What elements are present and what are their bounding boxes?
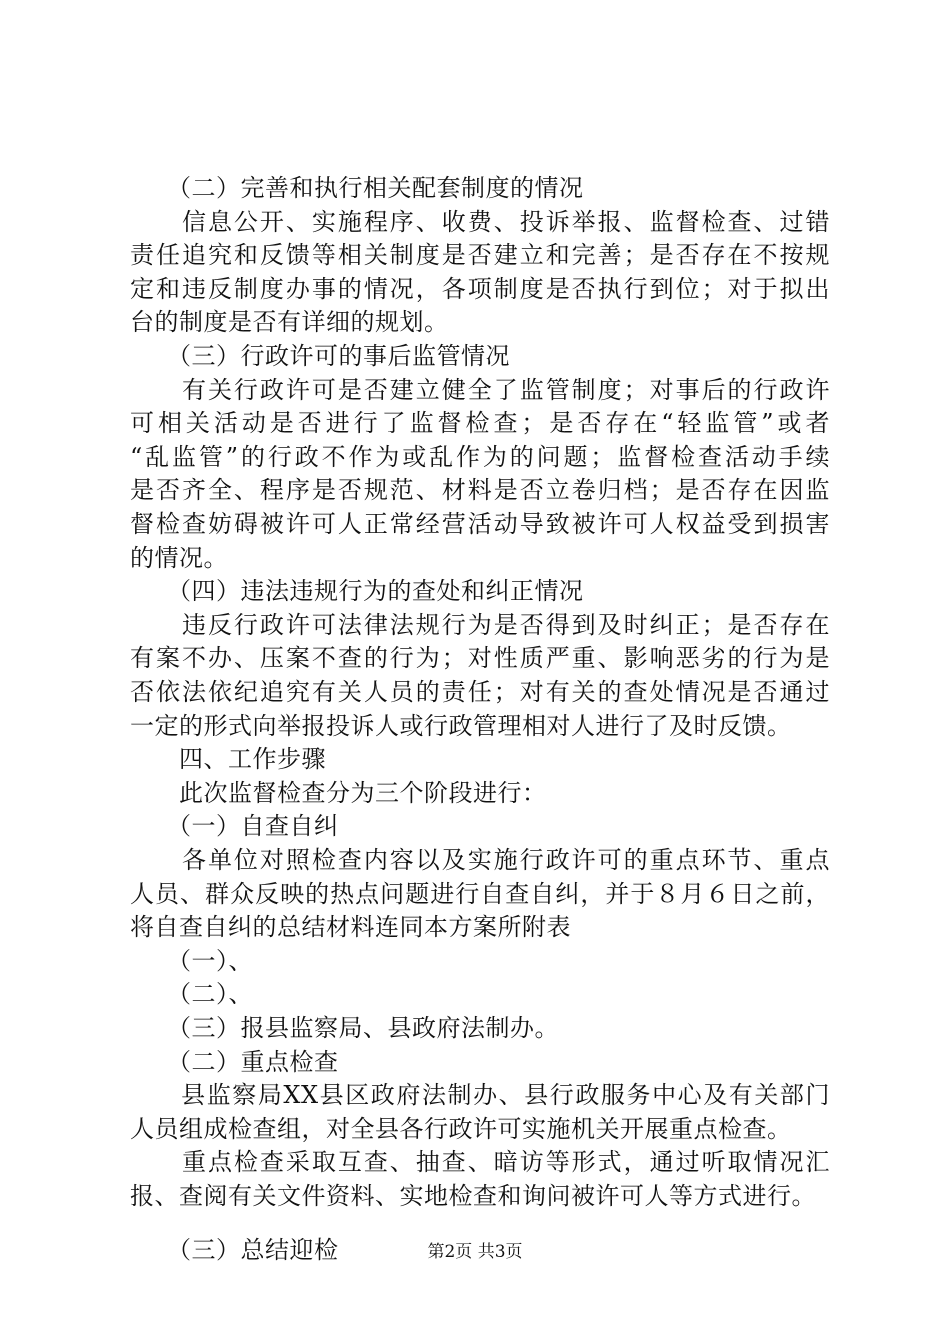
- paragraph-line: 此次监督检查分为三个阶段进行：: [130, 778, 547, 807]
- section-heading: 四、工作步骤: [130, 745, 326, 774]
- paragraph-line: 信息公开、实施程序、收费、投诉举报、监督检查、过错: [130, 207, 830, 236]
- section-heading: （三）行政许可的事后监管情况: [130, 342, 510, 370]
- paragraph-line: 各单位对照检查内容以及实施行政许可的重点环节、重点: [130, 846, 830, 874]
- paragraph-line: 有关行政许可是否建立健全了监管制度；对事后的行政许: [130, 375, 830, 404]
- paragraph-line: 是否齐全、程序是否规范、材料是否立卷归档；是否存在因监: [130, 476, 830, 505]
- paragraph-line: 县监察局XX县区政府法制办、县行政服务中心及有关部门: [130, 1081, 830, 1110]
- section-heading: （二）完善和执行相关配套制度的情况: [130, 174, 584, 202]
- section-heading: （一）自查自纠: [130, 812, 339, 841]
- list-item: （三）报县监察局、县政府法制办。: [130, 1014, 559, 1042]
- list-item: （一）、: [130, 946, 253, 975]
- paragraph-line: 定和违反制度办事的情况，各项制度是否执行到位；对于拟出: [130, 274, 830, 303]
- paragraph-line: 责任追究和反馈等相关制度是否建立和完善；是否存在不按规: [130, 241, 830, 270]
- paragraph-line: 一定的形式向举报投诉人或行政管理相对人进行了及时反馈。: [130, 711, 792, 740]
- section-heading: （四）违法违规行为的查处和纠正情况: [130, 577, 584, 606]
- section-heading: （三）总结迎检: [130, 1235, 339, 1264]
- paragraph-line: 否依法依纪追究有关人员的责任；对有关的查处情况是否通过: [130, 678, 830, 706]
- paragraph-line: 有案不办、压案不查的行为；对性质严重、影响恶劣的行为是: [130, 644, 830, 673]
- paragraph-line: 督检查妨碍被许可人正常经营活动导致被许可人权益受到损害: [130, 510, 830, 538]
- list-item: （二）、: [130, 980, 253, 1009]
- paragraph-line: 人员组成检查组，对全县各行政许可实施机关开展重点检查。: [130, 1114, 792, 1143]
- paragraph-line: 的情况。: [130, 543, 228, 572]
- paragraph-line: 台的制度是否有详细的规划。: [130, 308, 449, 337]
- paragraph-line: 重点检查采取互查、抽查、暗访等形式，通过听取情况汇: [130, 1148, 830, 1177]
- paragraph-line: 人员、群众反映的热点问题进行自查自纠，并于８月６日之前，: [130, 879, 830, 908]
- paragraph-line: 将自查自纠的总结材料连同本方案所附表: [130, 913, 571, 942]
- paragraph-line: 违反行政许可法律法规行为是否得到及时纠正；是否存在: [130, 610, 830, 639]
- paragraph-line: 报、查阅有关文件资料、实地检查和询问被许可人等方式进行。: [130, 1182, 816, 1210]
- paragraph-line: 可相关活动是否进行了监督检查；是否存在“轻监管”或者: [130, 409, 830, 438]
- paragraph-line: “乱监管”的行政不作为或乱作为的问题；监督检查活动手续: [130, 442, 830, 471]
- page-footer: 第2页 共3页: [427, 1242, 523, 1262]
- section-heading: （二）重点检查: [130, 1047, 339, 1076]
